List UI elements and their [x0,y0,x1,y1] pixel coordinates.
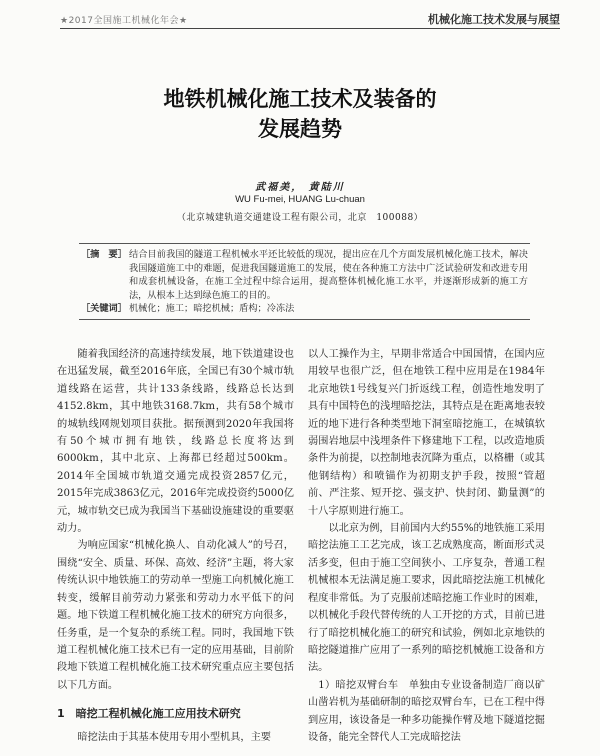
article-title [0,84,600,144]
paragraph: 以北京为例，目前国内大约55%的地铁施工采用暗挖法施工工艺完成，该工艺成熟度高，断面形式灵活多变，但由于施工空间狭小、工序复杂，普通工程机械根本无法满足施工要求，因此暗挖法施工机械化程度非常低。为了克服前述暗挖施工作业时的困难，以机械化手段代替传统的人工开挖的方式，目前已进行了暗挖机械化施工的研究和试验，例如北京地铁的暗挖隧道推广应用了一系列的暗挖机械施工设备和方法。 [308,523,545,674]
section-label: 机械化施工技术发展与展望 [428,13,560,26]
abstract-box [79,243,530,320]
paragraph: 暗挖法由于其基本使用专用小型机具，主要 [77,731,271,743]
body-columns [57,346,545,746]
title-line-1: 地铁机械化施工技术及装备的 [163,87,437,111]
paragraph: 随着我国经济的高速持续发展，地下铁道建设也在迅猛发展，截至2016年底，全国已有30个城市轨道线路在运营，共计133条线路，线路总长达到4152.8km，其中地铁3168.7km，共有58个城市的城轨线网规划项目获批。据预测到2020年我国将有50个城市拥有地铁，线路总长度将达到6000km，其中北京、上海都已经超过500km。2014年全国城市轨道交通完成投资2857亿元，2015年完成3863亿元，2016年完成投资约5000亿元，城市轨交已成为我国当下基础设施建设的重要驱动力。 [57,349,294,535]
abstract-row [81,248,528,302]
running-header [60,8,560,29]
affiliation: （北京城建轨道交通建设工程有限公司，北京 100088） [176,213,424,223]
paragraph: 为响应国家“机械化换人、自动化减人”的号召，围绕“安全、质量、环保、高效、经济”主题，将大家传统认识中地铁施工的劳动单一型施工向机械化施工转变，缓解目前劳动力紧张和劳动力水平低下的问题。地下铁道工程机械化施工技术的研究方向很多，任务重，是一个复杂的系统工程。同时，我国地下铁道工程机械化施工技术已有一定的应用基础，目前阶段地下铁道工程机械化施工技术研究重点应主要包括以下几方面。 [57,540,294,691]
left-column [57,346,294,746]
title-line-2: 发展趋势 [258,117,342,141]
section-heading: 1 暗挖工程机械化施工应用技术研究 [57,707,241,721]
authors-english: WU Fu-mei, HUANG Lu-chuan [235,194,365,205]
keywords-row [81,302,528,316]
keywords-label: ［关键词］ [81,303,127,315]
paragraph: 1）暗挖双臂台车 单独由专业设备制造厂商以矿山凿岩机为基础研制的暗挖双臂台车，已在工程中得到应用，该设备是一种多功能操作臂及地下隧道挖掘设备，能完全替代人工完成暗挖法 [308,679,545,743]
paragraph: 以人工操作为主，早期非常适合中国国情，在国内应用较早也很广泛，但在地铁工程中应用是在1984年北京地铁1号线复兴门折返线工程，创造性地发明了具有中国特色的浅埋暗挖法，其特点是在距离地表较近的地下进行各种类型地下洞室暗挖施工，在城镇软弱围岩地层中浅埋条件下修建地下工程，以改造地质条件为前提，以控制地表沉降为重点，以格栅（或其他钢结构）和喷锚作为初期支护手段，按照“管超前、严注浆、短开挖、强支护、快封闭、勤量测”的十八字原则进行施工。 [308,349,545,517]
keywords-text: 机械化；施工；暗挖机械；盾构；冷冻法 [128,303,295,315]
right-column [308,346,545,746]
conference-label: ★2017全国施工机械化年会★ [60,16,188,26]
abstract-label: ［摘 要］ [81,249,127,260]
authors-chinese: 武福美， 黄陆川 [255,182,345,193]
abstract-text: 结合目前我国的隧道工程机械水平还比较低的现况，提出应在几个方面发展机械化施工技术，解决我国隧道施工中的难题，促进我国隧道施工的发展，使在各种施工方法中广泛试验研发和改进专用和成套机械设备，在施工全过程中综合运用，提高整体机械化施工水平，并逐渐形成新的施工方法，从根本上达到绿色施工的目的。 [128,249,528,301]
